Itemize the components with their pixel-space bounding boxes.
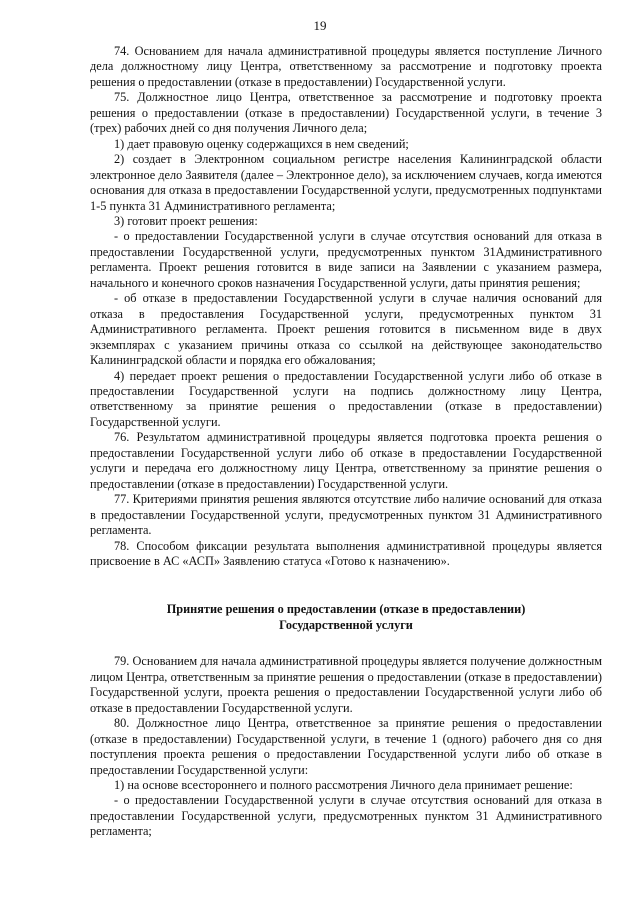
section-heading-line-2: Государственной услуги [279, 617, 413, 632]
paragraph-77: 77. Критериями принятия решения являются отсутствие либо наличие оснований для отказа в предоставлении Государственной услуги, предусмотренных пунктом 31 Административного регламента. [90, 492, 602, 538]
section-heading [90, 602, 602, 633]
paragraph-78: 78. Способом фиксации результата выполнения административной процедуры является присвоение в АС «АСП» Заявлению статуса «Готово к назначению». [90, 538, 602, 568]
paragraph-75-item-3-grant: - о предоставлении Государственной услуги в случае отсутствия оснований для отказа в предоставлении Государственной услуги, предусмотренных пунктом 31Административного регламента. Проект решения готовится в виде записи на Заявлении с указанием размера, начального и конечного сроков назначения Государственной услуги, даты принятия решения; [90, 229, 602, 290]
paragraph-79: 79. Основанием для начала административной процедуры является получение должностным лицом Центра, ответственным за принятие решения о предоставлении (отказе в предоставлении) Государственной услуги, проекта решения о предоставлении Государственной услуги либо об отказе в предоставлении Государственной услуги. [90, 654, 602, 715]
paragraph-80-item-1-grant: - о предоставлении Государственной услуги в случае отсутствия оснований для отказа в предоставлении Государственной услуги, предусмотренных пунктом 31 Административного регламента; [90, 793, 602, 839]
paragraph-80: 80. Должностное лицо Центра, ответственное за принятие решения о предоставлении (отказе в предоставлении) Государственной услуги, в течение 1 (одного) рабочего дня со дня поступления проекта решения о предоставлении Государственной услуги либо об отказе в предоставлении Государственной услуги: [90, 716, 602, 777]
document-body [90, 44, 602, 840]
paragraph-75-item-3-refusal: - об отказе в предоставлении Государственной услуги в случае наличия оснований для отказа в предоставления Государственной услуги, предусмотренных пунктом 31 Административного регламента. Проект решения готовится в письменном виде в двух экземплярах с указанием причины отказа со ссылкой на действующее законодательство Калининградской области и порядка его обжалования; [90, 291, 602, 368]
paragraph-74: 74. Основанием для начала административной процедуры является поступление Личного дела должностному лицу Центра, ответственному за рассмотрение и подготовку проекта решения о предоставлении (отказе в предоставлении) Государственной услуги. [90, 44, 602, 89]
paragraph-76: 76. Результатом административной процедуры является подготовка проекта решения о предоставлении Государственной услуги либо об отказе в предоставлении Государственной услуги и передача его должностному лицу Центра, ответственному за принятие решения о предоставлении (отказе в предоставлении) Государственной услуги. [90, 430, 602, 491]
paragraph-75-item-1: 1) дает правовую оценку содержащихся в нем сведений; [114, 136, 409, 151]
paragraph-75-item-2: 2) создает в Электронном социальном регистре населения Калининградской области электронное дело Заявителя (далее – Электронное дело), за исключением случаев, когда имеются основания для отказа в предоставлении Государственной услуги, предусмотренных подпунктами 1-5 пункта 31 Административного регламента; [90, 152, 602, 213]
section-heading-line-1: Принятие решения о предоставлении (отказе в предоставлении) [166, 602, 526, 617]
page-number: 19 [313, 18, 327, 33]
paragraph-75: 75. Должностное лицо Центра, ответственное за рассмотрение и подготовку проекта решения о предоставлении (отказе в предоставлении) Государственной услуги, в течение 3 (трех) рабочих дней со дня получения Личного дела; [90, 90, 602, 136]
paragraph-75-item-3: 3) готовит проект решения: [114, 213, 258, 228]
paragraph-75-item-4: 4) передает проект решения о предоставлении Государственной услуги либо об отказе в предоставлении Государственной услуги на подпись должностному лицу Центра, ответственному за принятие решения о предоставлении (отказе в предоставлении) Государственной услуги. [90, 368, 602, 429]
paragraph-80-item-1: 1) на основе всестороннего и полного рассмотрения Личного дела принимает решение: [114, 778, 573, 793]
